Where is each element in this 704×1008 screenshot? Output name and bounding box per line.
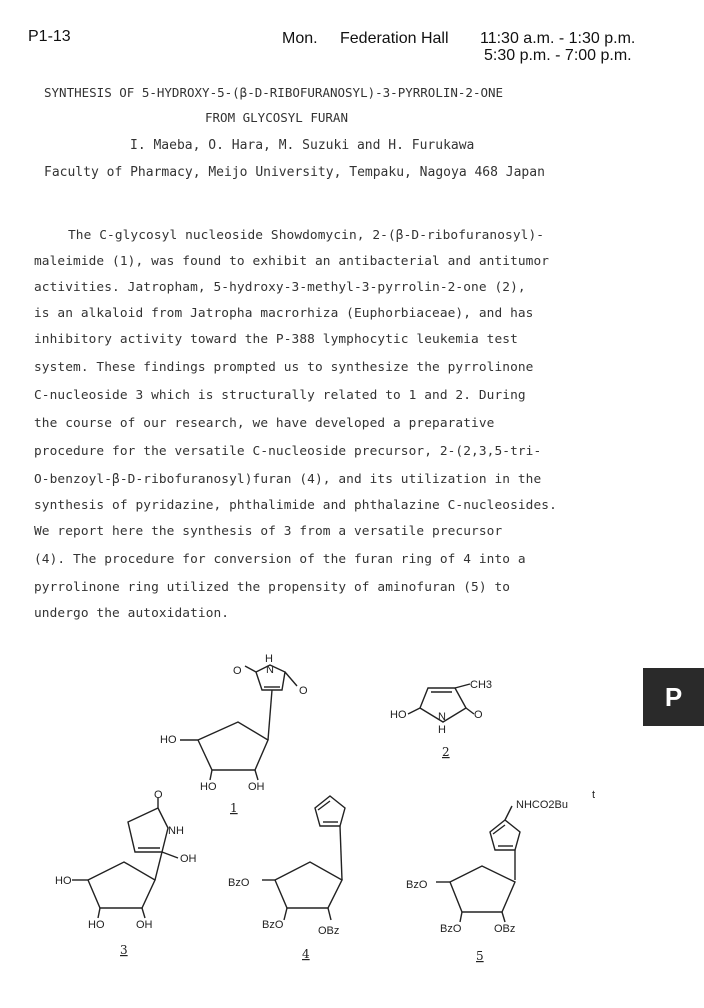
atom-label: BzO: [406, 879, 428, 891]
atom-label: HO: [55, 875, 72, 887]
atom-label: BzO: [440, 923, 462, 935]
session-time-2: 5:30 p.m. - 7:00 p.m.: [484, 47, 632, 64]
abstract-line: maleimide (1), was found to exhibit an antibacterial and antitumor: [34, 254, 550, 269]
atom-label: NHCO2Bu: [516, 799, 568, 811]
atom-label: NH: [168, 825, 184, 837]
abstract-line: synthesis of pyridazine, phthalimide and phthalazine C-nucleosides.: [34, 498, 557, 513]
abstract-line: inhibitory activity toward the P-388 lymphocytic leukemia test: [34, 332, 518, 347]
atom-label: HO: [160, 734, 177, 746]
structure-3: [55, 789, 197, 957]
atom-label: N: [438, 711, 446, 723]
atom-label: O: [154, 789, 163, 801]
compound-number: 4: [302, 947, 310, 961]
atom-label: H: [438, 724, 446, 736]
atom-label: HO: [88, 919, 105, 931]
atom-label: O: [233, 665, 242, 677]
session-location: Federation Hall: [340, 30, 449, 47]
abstract-line: is an alkaloid from Jatropha macrorhiza (Euphorbiaceae), and has: [34, 306, 534, 321]
structure-5: [406, 789, 595, 963]
section-tab: P: [643, 668, 704, 726]
atom-label: CH3: [470, 679, 493, 691]
atom-label: HO: [390, 709, 407, 721]
abstract-line: pyrrolinone ring utilized the propensity of aminofuran (5) to: [34, 580, 511, 595]
abstract-line: system. These findings prompted us to synthesize the pyrrolinone: [34, 360, 534, 375]
atom-label: BzO: [228, 877, 250, 889]
session-day: Mon.: [282, 30, 318, 47]
atom-label: O: [474, 709, 483, 721]
compound-number: 5: [476, 949, 484, 963]
compound-number: 3: [120, 943, 128, 957]
abstract-line: O-benzoyl-β-D-ribofuranosyl)furan (4), and its utilization in the: [34, 472, 542, 487]
atom-label: OH: [136, 919, 153, 931]
atom-label: BzO: [262, 919, 284, 931]
structure-1: [160, 653, 308, 815]
abstract-line: the course of our research, we have developed a preparative: [34, 416, 495, 431]
abstract-line: undergo the autoxidation.: [34, 606, 230, 621]
atom-label: N: [266, 664, 274, 676]
compound-number: 2: [442, 745, 450, 759]
abstract-line: C-nucleoside 3 which is structurally related to 1 and 2. During: [34, 388, 526, 403]
session-code: P1-13: [28, 28, 71, 45]
compound-number: 1: [230, 801, 238, 815]
structure-2: [390, 679, 492, 759]
atom-label: OH: [180, 853, 197, 865]
paper-affiliation: Faculty of Pharmacy, Meijo University, Tempaku, Nagoya 468 Japan: [44, 165, 545, 180]
atom-label: O: [299, 685, 308, 697]
paper-title-line-1: SYNTHESIS OF 5-HYDROXY-5-(β-D-RIBOFURANOSYL)-3-PYRROLIN-2-ONE: [44, 85, 504, 100]
paper-authors: I. Maeba, O. Hara, M. Suzuki and H. Furukawa: [130, 138, 475, 153]
atom-label: OH: [248, 781, 265, 793]
atom-label: t: [592, 789, 596, 801]
atom-label: HO: [200, 781, 217, 793]
abstract-line: The C-glycosyl nucleoside Showdomycin, 2-(β-D-ribofuranosyl)-: [68, 228, 545, 243]
session-time-1: 11:30 a.m. - 1:30 p.m.: [480, 30, 636, 47]
paper-title-line-2: FROM GLYCOSYL FURAN: [205, 110, 348, 125]
abstract-line: We report here the synthesis of 3 from a versatile precursor: [34, 524, 503, 539]
abstract-line: activities. Jatropham, 5-hydroxy-3-methyl-3-pyrrolin-2-one (2),: [34, 280, 526, 295]
structure-4: [228, 796, 345, 961]
atom-label: H: [265, 653, 273, 665]
atom-label: OBz: [494, 923, 516, 935]
abstract-line: procedure for the versatile C-nucleoside precursor, 2-(2,3,5-tri-: [34, 444, 542, 459]
abstract-line: (4). The procedure for conversion of the furan ring of 4 into a: [34, 552, 526, 567]
atom-label: OBz: [318, 925, 340, 937]
